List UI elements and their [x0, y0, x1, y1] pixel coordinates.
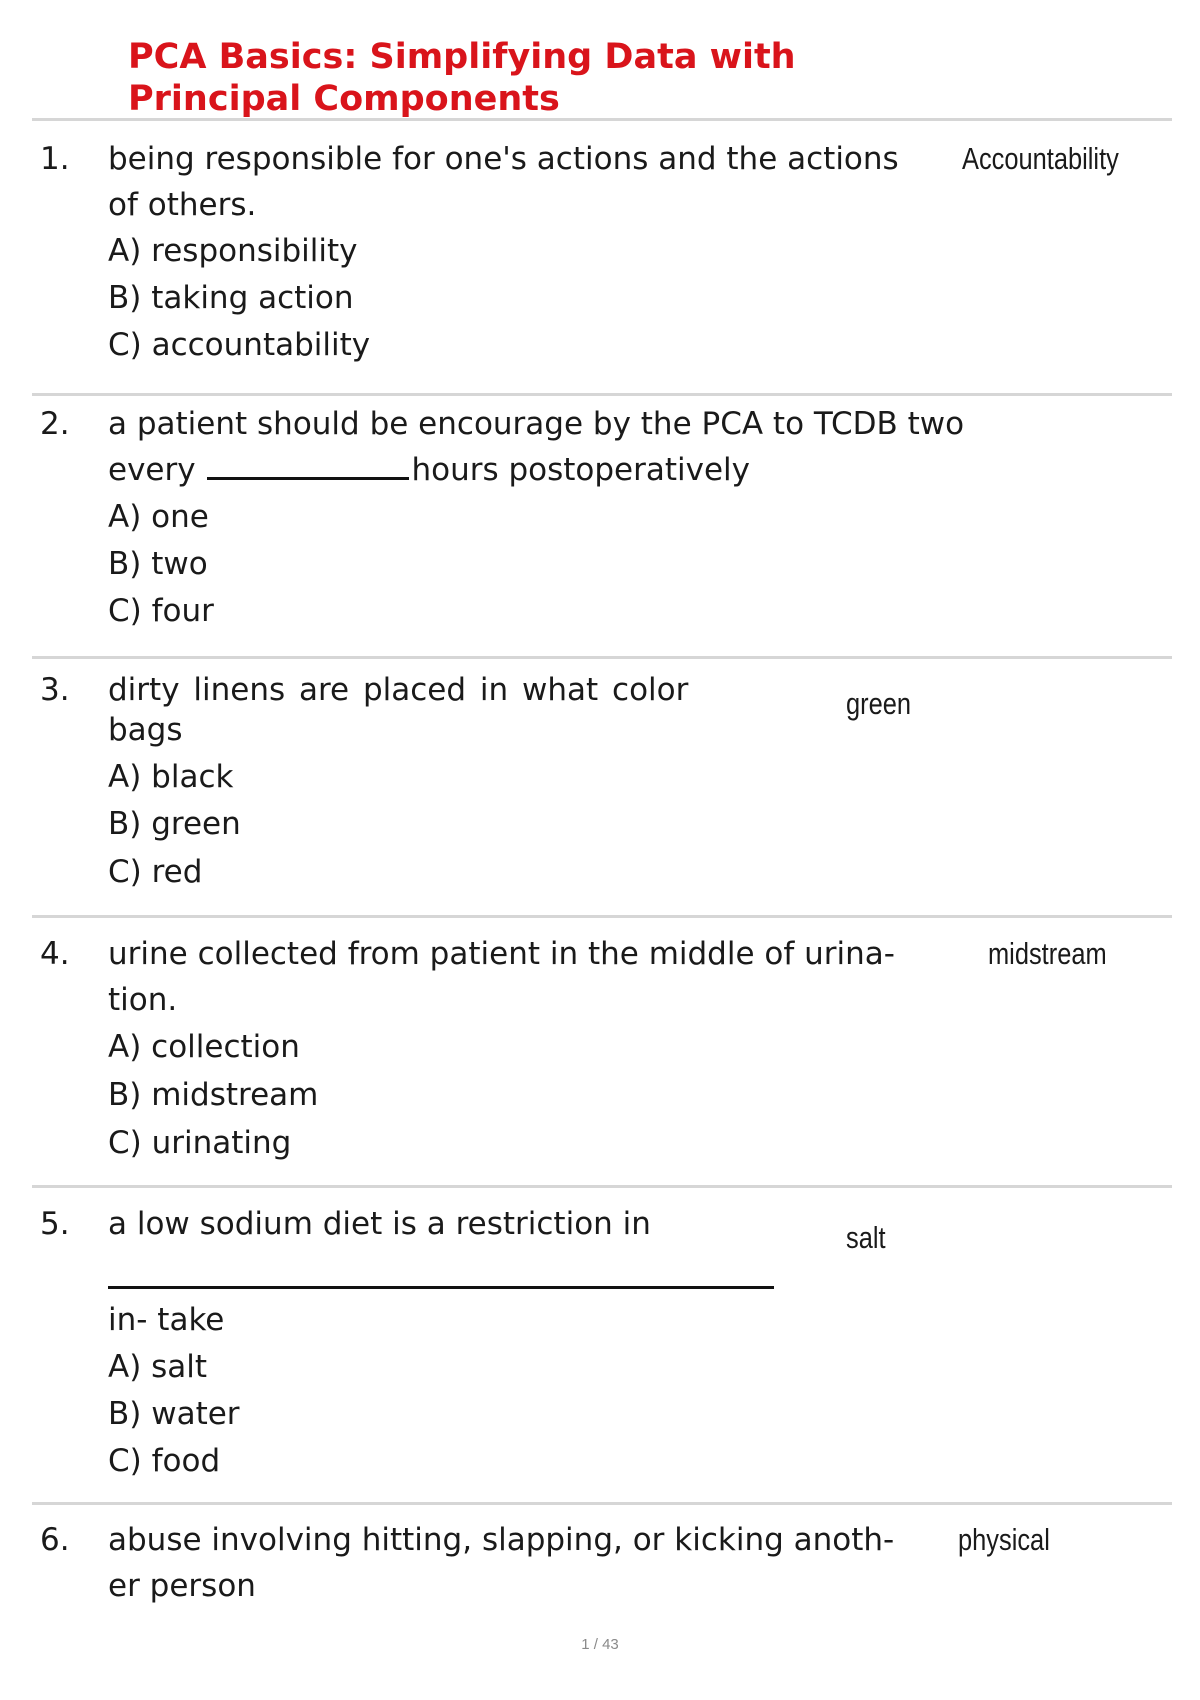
question-text-continued: bags: [108, 712, 183, 748]
page-number: 1 / 43: [581, 1636, 619, 1653]
option-a: A) one: [108, 499, 209, 535]
question-number: 4.: [40, 936, 70, 972]
question-text-after-blank: hours postoperatively: [411, 452, 751, 488]
question-text: a patient should be encourage by the PCA to TCDB two: [108, 406, 965, 442]
question-text: abuse involving hitting, slapping, or kicking anoth-: [108, 1522, 895, 1558]
option-b: B) two: [108, 546, 208, 582]
option-a: A) responsibility: [108, 233, 358, 269]
answer-text: physical: [958, 1522, 1050, 1557]
option-b: B) water: [108, 1396, 240, 1432]
option-c: C) red: [108, 854, 203, 890]
question-text: a low sodium diet is a restriction in: [108, 1206, 651, 1242]
answer-text: midstream: [988, 936, 1107, 971]
divider: [32, 118, 1172, 121]
question-number: 3.: [40, 672, 70, 708]
option-a: A) black: [108, 759, 234, 795]
option-a: A) collection: [108, 1029, 300, 1065]
divider: [32, 1502, 1172, 1505]
question-number: 1.: [40, 141, 70, 177]
option-b: B) taking action: [108, 280, 354, 316]
question-text-continued: er person: [108, 1568, 256, 1604]
question-text-continued: in- take: [108, 1302, 225, 1338]
option-a: A) salt: [108, 1349, 208, 1385]
divider: [32, 656, 1172, 659]
fill-in-blank: [207, 447, 409, 480]
question-number: 6.: [40, 1522, 70, 1558]
answer-text: green: [846, 686, 912, 721]
question-text-continued: tion.: [108, 982, 178, 1018]
divider: [32, 393, 1172, 396]
page-title: PCA Basics: Simplifying Data with Principal Components: [128, 37, 796, 119]
question-text: dirty linens are placed in what color: [108, 672, 689, 708]
divider: [32, 1185, 1172, 1188]
option-b: B) green: [108, 806, 241, 842]
question-text-continued: [108, 447, 750, 493]
option-c: C) four: [108, 593, 214, 629]
answer-text: salt: [846, 1220, 886, 1255]
question-text-continued: of others.: [108, 187, 257, 223]
question-number: 5.: [40, 1206, 70, 1242]
question-text-before-blank: every: [108, 452, 196, 488]
question-number: 2.: [40, 406, 70, 442]
question-text: being responsible for one's actions and the actions: [108, 141, 899, 177]
option-c: C) urinating: [108, 1125, 292, 1161]
answer-text: Accountability: [962, 141, 1119, 176]
option-c: C) food: [108, 1443, 221, 1479]
question-text: urine collected from patient in the middle of urina-: [108, 936, 895, 972]
fill-in-blank: [108, 1286, 774, 1289]
option-b: B) midstream: [108, 1077, 319, 1113]
divider: [32, 915, 1172, 918]
option-c: C) accountability: [108, 327, 371, 363]
